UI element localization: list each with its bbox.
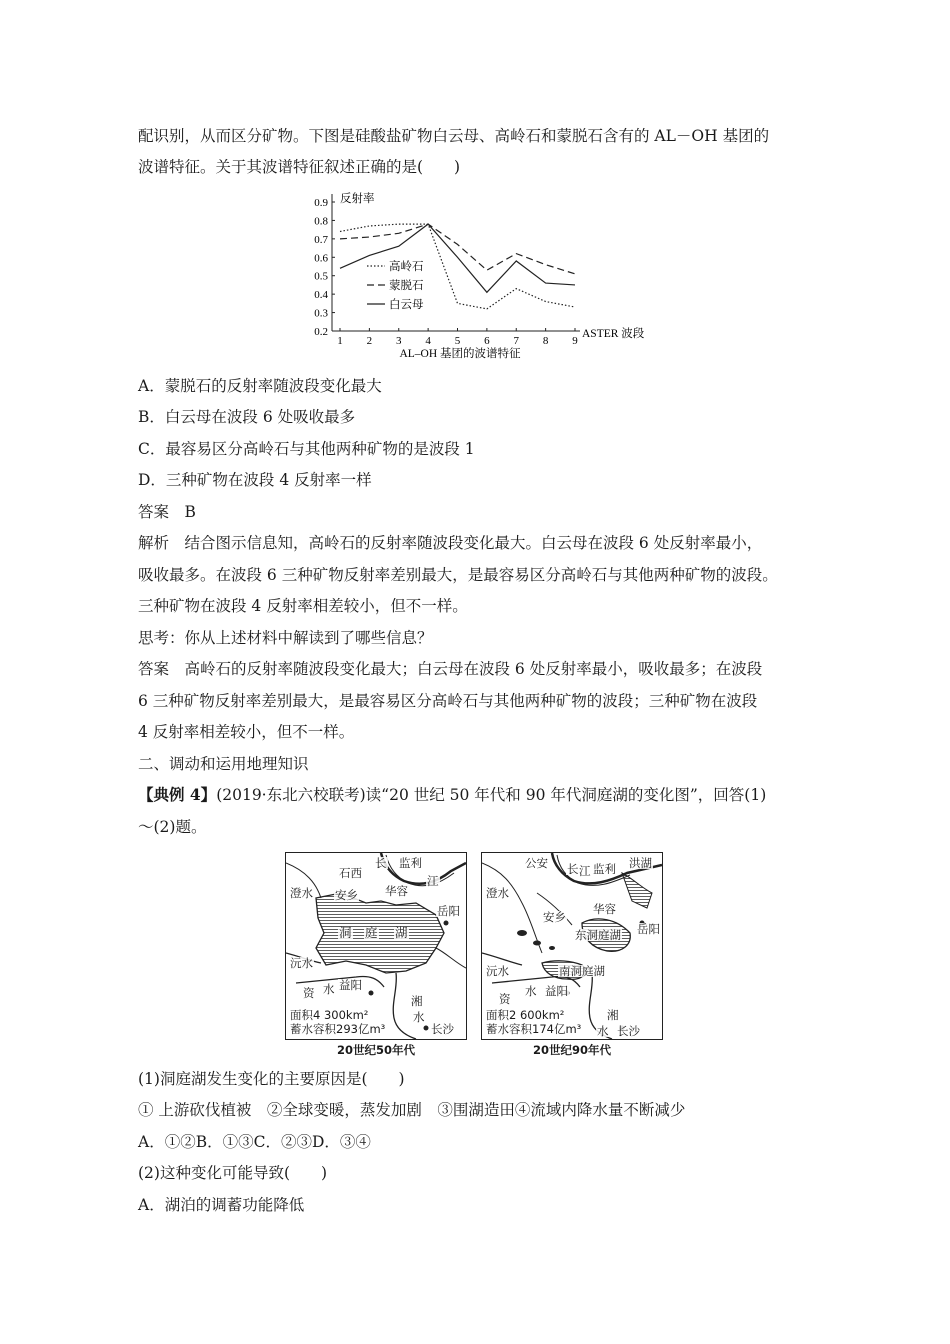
spectral-chart	[300, 186, 660, 368]
legend-label-1: 蒙脱石	[389, 280, 424, 292]
y-tick-label: 0.5	[314, 270, 328, 283]
map50-label-dong: 洞	[339, 925, 352, 940]
example-4-tag: 【典例 4】	[138, 785, 217, 804]
map50-label-jiang: 江	[427, 874, 439, 888]
y-tick-label: 0.9	[314, 197, 328, 209]
y-tick-label: 0.3	[314, 307, 328, 320]
map50-label-shui-zi: 水	[323, 982, 335, 996]
map90-label-shui-xiang: 水	[597, 1024, 609, 1038]
map50-label-jianli: 监利	[399, 856, 422, 870]
x-tick-label: 9	[572, 335, 578, 347]
think-question: 思考：你从上述材料中解读到了哪些信息？	[138, 629, 433, 647]
x-tick-label: 1	[337, 335, 343, 347]
map50-label-huarong: 华容	[385, 884, 408, 898]
q1-option-d: D．三种矿物在波段 4 反射率一样	[138, 471, 372, 489]
y-tick-label: 0.4	[314, 289, 328, 302]
q1-option-a: A．蒙脱石的反射率随波段变化最大	[138, 377, 382, 395]
q1-analysis-1: 解析 结合图示信息知，高岭石的反射率随波段变化最大。白云母在波段 6 处反射率最小，	[138, 534, 763, 552]
legend-label-2: 白云母	[389, 299, 424, 311]
map90-area: 面积2 600km²	[486, 1008, 565, 1022]
map50-volume: 蓄水容积293亿m³	[290, 1022, 386, 1036]
map90-label-jianli: 监利	[593, 862, 616, 876]
map90-label-chang: 长	[567, 862, 579, 876]
map50-label-shixi: 石西	[339, 866, 362, 880]
map50-label-chang: 长	[375, 856, 387, 870]
q2-items: ① 上游砍伐植被 ②全球变暖，蒸发加剧 ③围湖造田④流域内降水量不断减少	[138, 1101, 686, 1119]
map50-label-yuanshui: 沅水	[290, 956, 313, 970]
intro-line-2: 波谱特征。关于其波谱特征叙述正确的是( )	[138, 158, 461, 176]
map90-label-yueyang: 岳阳	[637, 922, 660, 936]
map90-label-yuanshui: 沅水	[486, 964, 509, 978]
map90-label-nandongtinghu: 南洞庭湖	[559, 964, 605, 978]
map90-label-zi: 资	[499, 992, 511, 1006]
intro-line-1: 配识别，从而区分矿物。下图是硅酸盐矿物白云母、高岭石和蒙脱石含有的 AL－OH 基团的	[138, 127, 770, 145]
map50-label-yiyang: 益阳	[339, 978, 362, 992]
map-1950s	[285, 852, 467, 1040]
map50-label-xiang: 湘	[411, 994, 423, 1008]
x-tick-label: 5	[454, 335, 461, 347]
map90-label-honghu: 洪湖	[629, 856, 652, 870]
map50-label-yueyang: 岳阳	[437, 904, 460, 918]
y-axis-label: 反射率	[340, 193, 375, 205]
map50-caption: 20世纪50年代	[336, 1043, 415, 1057]
example-4-line-2: ～(2)题。	[138, 818, 207, 836]
map90-label-changsha: 长沙	[617, 1024, 640, 1038]
yiyang-dot	[369, 991, 374, 996]
q1-option-b: B．白云母在波段 6 处吸收最多	[138, 408, 356, 426]
chart-caption: AL–OH 基团的波谱特征	[399, 348, 521, 360]
map90-label-lishui: 澄水	[486, 886, 509, 900]
map90-label-gongan: 公安	[525, 856, 548, 870]
y-tick-label: 0.2	[314, 326, 328, 338]
q1-analysis-2: 吸收最多。在波段 6 三种矿物反射率差别最大，是最容易区分高岭石与其他两种矿物的波段。	[138, 566, 778, 584]
map90-label-huarong: 华容	[593, 902, 616, 916]
map50-label-changsha: 长沙	[431, 1022, 454, 1036]
q1-analysis-3: 三种矿物在波段 4 反射率相差较小，但不一样。	[138, 597, 468, 615]
q2-options: A．①②B．①③C．②③D．③④	[138, 1133, 371, 1151]
map90-label-xiang: 湘	[607, 1008, 619, 1022]
legend-label-0: 高岭石	[389, 261, 424, 273]
map50-label-hu: 湖	[395, 925, 408, 940]
map50-label-zi: 资	[303, 986, 315, 1000]
series-line-2	[340, 224, 575, 292]
q2-sub-2: (2)这种变化可能导致( )	[138, 1164, 328, 1182]
map90-caption: 20世纪90年代	[532, 1043, 611, 1057]
map50-label-ting: 庭	[365, 925, 378, 940]
y-tick-label: 0.8	[314, 215, 328, 228]
x-tick-label: 8	[542, 335, 549, 347]
map50-label-shui-xiang: 水	[413, 1010, 425, 1024]
map-1990s	[481, 852, 663, 1040]
example-4-text: (2019·东北六校联考)读“20 世纪 50 年代和 90 年代洞庭湖的变化图”，回答(1)	[216, 786, 767, 804]
x-tick-label: 3	[396, 335, 402, 347]
yueyang-dot	[444, 921, 449, 926]
q2-sub-1: (1)洞庭湖发生变化的主要原因是( )	[138, 1070, 405, 1088]
changsha-dot	[424, 1026, 429, 1031]
map50-area: 面积4 300km²	[290, 1008, 369, 1022]
map90-label-anxiang: 安乡	[543, 910, 566, 924]
map90-label-jiang: 江	[579, 864, 591, 878]
map90-label-dongdongtinghu: 东洞庭湖	[575, 928, 621, 942]
q1-option-c: C．最容易区分高岭石与其他两种矿物的是波段 1	[138, 440, 475, 458]
map90-volume: 蓄水容积174亿m³	[486, 1022, 582, 1036]
x-tick-label: 2	[366, 335, 373, 347]
chart-svg	[300, 186, 660, 368]
example-4-line-1	[138, 785, 766, 805]
y-tick-label: 0.7	[314, 233, 328, 246]
map50-label-lishui: 澄水	[290, 886, 313, 900]
x-axis-label: ASTER 波段	[582, 328, 645, 340]
map90-label-shui-zi: 水	[525, 984, 537, 998]
think-answer-1: 答案 高岭石的反射率随波段变化最大；白云母在波段 6 处反射率最小，吸收最多；在波段	[138, 660, 763, 678]
y-tick-label: 0.6	[314, 252, 328, 265]
q1-answer: 答案 B	[138, 503, 196, 521]
x-tick-label: 7	[513, 335, 519, 347]
x-tick-label: 6	[484, 335, 490, 347]
q2-option-a: A．湖泊的调蓄功能降低	[138, 1196, 305, 1214]
think-answer-3: 4 反射率相差较小，但不一样。	[138, 723, 355, 741]
map90-label-yiyang: 益阳	[545, 984, 568, 998]
think-answer-2: 6 三种矿物反射率差别最大，是最容易区分高岭石与其他两种矿物的波段；三种矿物在波段	[138, 692, 758, 710]
map50-label-anxiang: 安乡	[335, 888, 358, 902]
section-2-title: 二、调动和运用地理知识	[138, 755, 309, 773]
x-tick-label: 4	[425, 335, 431, 347]
